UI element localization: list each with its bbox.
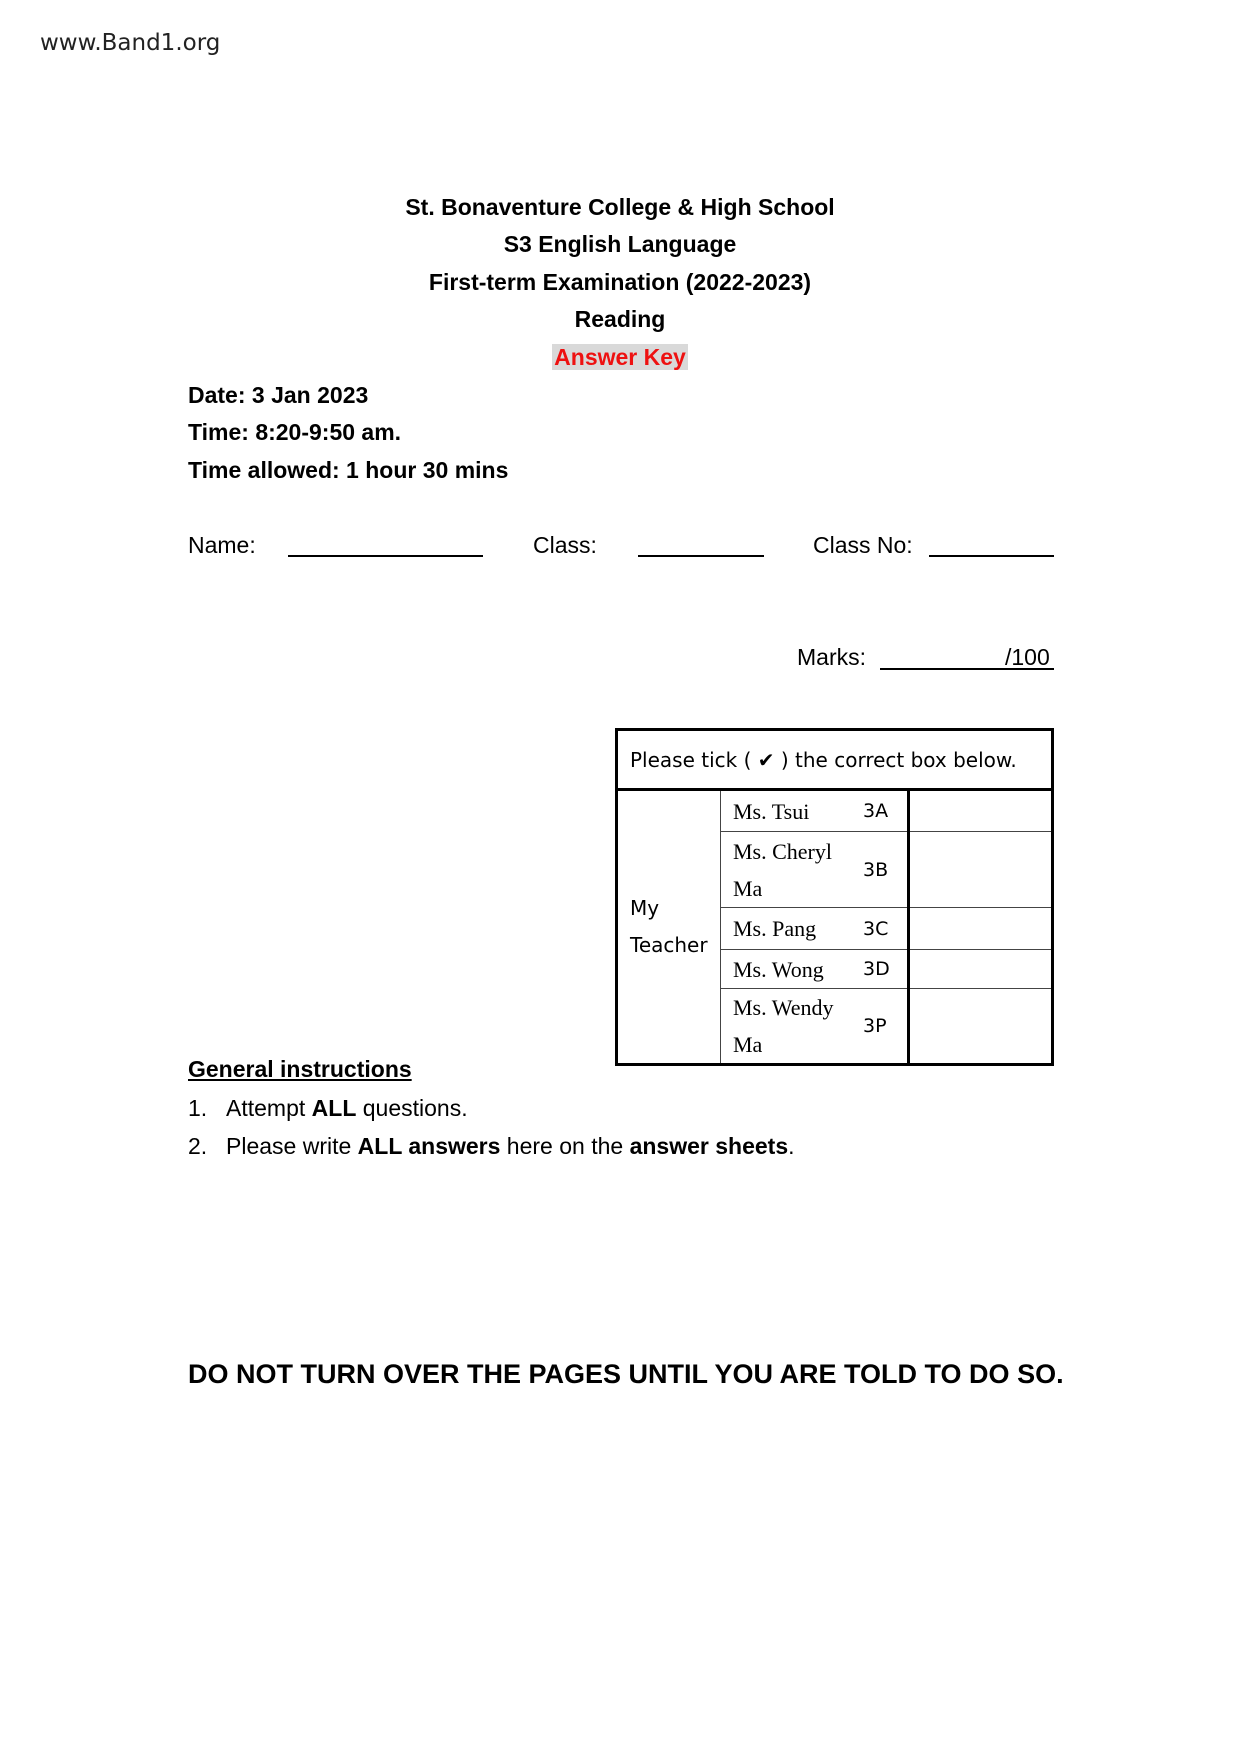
text: here on the [500, 1133, 630, 1159]
text: Attempt [226, 1095, 312, 1121]
class-code: 3D [863, 950, 909, 989]
emphasis: answer sheets [629, 1133, 789, 1159]
name-label: Name: [188, 532, 256, 558]
time-allowed: Time allowed: 1 hour 30 mins [188, 457, 509, 483]
instruction-item [188, 1133, 795, 1160]
watermark: www.Band1.org [40, 30, 221, 56]
class-no-label: Class No: [813, 532, 913, 558]
instruction-item [188, 1095, 468, 1122]
table-row [617, 790, 1053, 832]
exam-date: Date: 3 Jan 2023 [188, 382, 369, 408]
tick-box-3p[interactable] [909, 989, 1053, 1065]
tick-instruction: Please tick ( ✔ ) the correct box below. [617, 730, 1053, 790]
teacher-table [615, 728, 1054, 1066]
class-label: Class: [533, 532, 597, 558]
teacher-name: Ms. Cheryl Ma [721, 832, 864, 908]
class-code: 3A [863, 790, 909, 832]
teacher-name: Ms. Tsui [721, 790, 864, 832]
text: . [788, 1133, 795, 1159]
teacher-name: Ms. Wendy Ma [721, 989, 864, 1065]
teacher-name: Ms. Wong [721, 950, 864, 989]
school-name: St. Bonaventure College & High School [405, 194, 835, 220]
emphasis: ALL answers [357, 1133, 501, 1159]
class-no-field[interactable] [929, 555, 1054, 557]
answer-key-label: Answer Key [554, 344, 686, 370]
subject: S3 English Language [503, 231, 737, 257]
item-number: 2. [188, 1133, 208, 1159]
name-field[interactable] [288, 555, 483, 557]
tick-box-3b[interactable] [909, 832, 1053, 908]
warning-notice: DO NOT TURN OVER THE PAGES UNTIL YOU ARE TOLD TO DO SO. [188, 1359, 1064, 1389]
tick-box-3c[interactable] [909, 908, 1053, 950]
class-code: 3C [863, 908, 909, 950]
marks-label: Marks: [797, 644, 866, 670]
text: questions. [356, 1095, 468, 1121]
item-number: 1. [188, 1095, 208, 1121]
tick-box-3d[interactable] [909, 950, 1053, 989]
answer-key-wrap [0, 344, 1240, 370]
teacher-name: Ms. Pang [721, 908, 864, 950]
text: Please write [226, 1133, 358, 1159]
class-code: 3P [863, 989, 909, 1065]
instructions-heading: General instructions [188, 1056, 412, 1082]
exam-time: Time: 8:20-9:50 am. [188, 419, 402, 445]
exam-title: First-term Examination (2022-2023) [428, 269, 812, 295]
class-field[interactable] [638, 555, 764, 557]
tick-box-3a[interactable] [909, 790, 1053, 832]
paper-name: Reading [574, 306, 666, 332]
marks-total: /100 [1005, 644, 1050, 670]
emphasis: ALL [311, 1095, 357, 1121]
my-teacher-label: My Teacher [617, 790, 721, 1065]
class-code: 3B [863, 832, 909, 908]
